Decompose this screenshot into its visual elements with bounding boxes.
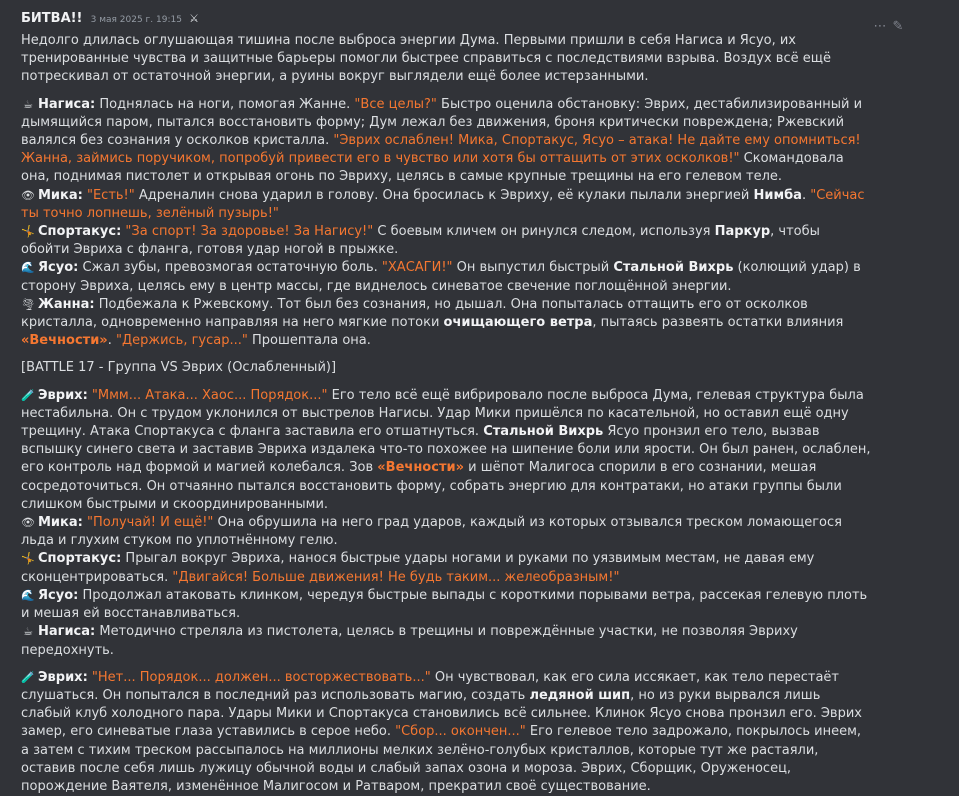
author-name[interactable]: БИТВА!!: [21, 11, 83, 26]
text: и шёпот Малигоса спорили в его сознании, мешая сосредоточиться. Он отчаянно пытался восстановить форму, собрать энергию для контратаки, но атаки группы были слишком быстрыми и скоординированными.: [21, 460, 842, 512]
message-toolbar: [871, 18, 911, 34]
timestamp[interactable]: 3 мая 2025 г. 19:15: [90, 15, 182, 25]
text: Его тело всё ещё вибрировало после выброса Дума, гелевая структура была нестабильна. Он с трудом уклонился от выстрелов Нагисы. Удар Мики пришёлся по касательной, но оставил ещё одну трещину. Атака Спортакуса с фланга заставила его отшатнуться.: [21, 387, 864, 440]
text: Сжал зубы, превозмогая остаточную боль.: [78, 260, 382, 276]
intro-paragraph: Недолго длилась оглушающая тишина после выброса энергии Дума. Первыми пришли в себя Нагиса и Ясуо, их тренированные чувства и защитные барьеры помогли быстрее справиться с последствиями взрыва. Воздух всё ещё потрескивал от остаточной энергии, а руины вокруг выглядели ещё более истерзанными.: [21, 33, 831, 85]
text: Быстро оценила обстановку: Эврих, дестабилизированный и дымящийся паром, пытался восстановить форму; Дум лежал без движения, броня критически повреждена; Ржевский валялся без сознания у осколков кристалла.: [21, 96, 863, 149]
text: Прыгал вокруг Эвриха, нанося быстрые удары ногами и руками по уязвимым местам, не давая ему сконцентрироваться.: [21, 551, 815, 585]
skill-name: Стальной Вихрь: [613, 260, 734, 276]
text: Она обрушила на него град ударов, каждый из которых отзывался треском ломающегося льда и глухим стуком по уплотнённому гелю.: [21, 515, 842, 549]
nagisa-line-2: [21, 623, 871, 659]
text: , чтобы обойти Эвриха с фланга, готовя удар ногой в прыжке.: [21, 224, 820, 258]
tornado-icon: 🌪: [21, 297, 35, 311]
quote: "Нет... Порядок... должен... восторжествовать...": [87, 669, 431, 685]
character-name: Эврих:: [38, 387, 88, 403]
acrobat-icon: 🤸: [21, 225, 35, 239]
quote: "Сейчас ты точно лопнешь, зелёный пузырь!": [21, 187, 865, 221]
character-name: Нагиса:: [38, 624, 96, 640]
character-name: Нагиса:: [38, 96, 96, 112]
character-name: Спортакус:: [38, 224, 122, 240]
more-options-icon[interactable]: ⋯: [873, 19, 887, 34]
quote: "Держись, гусар...": [115, 333, 248, 349]
text: Прошептала она.: [247, 333, 371, 349]
mika-line-1: [21, 187, 871, 223]
character-name: Мика:: [38, 515, 83, 531]
text: Продолжал атаковать клинком, чередуя быстрые выпады с короткими порывами ветра, рассекая гелевую плоть и мешая ей восстанавливаться.: [21, 587, 868, 622]
coffee-icon: ☕: [23, 625, 33, 639]
coffee-icon: ☕: [23, 97, 33, 111]
text: Поднялась на ноги, помогая Жанне.: [95, 96, 355, 112]
zhanna-line-1: [21, 296, 871, 351]
quote: "Получай! И ещё!": [82, 515, 214, 531]
quote: "Ммм... Атака... Хаос... Порядок...": [87, 387, 328, 403]
eye-icon: 👁: [21, 516, 35, 530]
text: , но из руки вырвался лишь слабый клуб холодного пара. Удары Мики и Спортакуса становились всё сильнее. Клинок Ясуо снова пронзил его. Эврих замер, его синеватые глаза уставились в серое небо.: [21, 687, 862, 740]
skill-name: Паркур: [714, 224, 771, 240]
wave-icon: 🌊: [21, 588, 35, 602]
acrobat-icon: 🤸: [21, 552, 35, 566]
text: Подбежала к Ржевскому. Тот был без сознания, но дышал. Она попыталась оттащить его от осколков кристалла, одновременно направляя на него мягкие потоки: [21, 296, 808, 331]
text: .: [801, 187, 811, 203]
yasuo-line-1: [21, 259, 871, 295]
skill-name: Нимба: [753, 187, 802, 203]
character-name: Спортакус:: [38, 551, 122, 567]
text: Методично стреляла из пистолета, целясь в трещины и повреждённые участки, не позволяя Эвриху передохнуть.: [21, 624, 798, 658]
text: Ясуо пронзил его тело, вызвав вспышку синего света и заставив Эвриха издалека что-то похожее на шипение боли или ярости. Он был ранен, ослаблен, его контроль над формой и магией колебался. Зов: [21, 424, 871, 476]
quote: "Все целы?": [354, 96, 437, 112]
mika-line-2: [21, 514, 871, 550]
text: (колющий удар) в сторону Эвриха, целясь ему в центр массы, где виднелось синеватое свечение поглощённой энергии.: [21, 260, 861, 294]
character-name: Жанна:: [38, 296, 95, 312]
sportakus-line-2: [21, 550, 871, 586]
potion-icon: 🧪: [21, 670, 35, 684]
text: Его гелевое тело задрожало, покрылось инеем, а затем с тихим треском рассыпалось на миллионы мелких зелёно-голубых кристаллов, которые тут же растаяли, оставив после себя лишь лужицу обычной воды и слабый запах озона и мороза. Эврих, Сборщик, Оруженосец, порождение Ваятеля, изменённое Малигосом и Ратваром, прекратил своё существование.: [21, 724, 862, 794]
skill-name: Стальной Вихрь: [483, 424, 604, 440]
sportakus-line-1: [21, 223, 871, 259]
evrih-line-2: [21, 669, 871, 796]
text: Скомандовала она, поднимая пистолет и открывая огонь по Эвриху, целясь в самые крупные трещины на его гелевом теле.: [21, 151, 844, 185]
text: .: [107, 333, 116, 349]
text: , пытаясь развеять остатки влияния: [592, 315, 844, 331]
battle-title: [BATTLE 17 - Группа VS Эврих (Ослабленный)]: [21, 360, 337, 376]
character-name: Мика:: [38, 187, 83, 203]
nagisa-line-1: [21, 96, 871, 187]
text: Он чувствовал, как его сила иссякает, как тело перестаёт слушаться. Он попытался в последний раз использовать магию, создать: [21, 669, 839, 703]
yasuo-line-2: [21, 587, 871, 623]
text: С боевым кличем он ринулся следом, используя: [373, 224, 715, 240]
eternity-term: «Вечности»: [21, 333, 108, 349]
quote: "Есть!": [82, 187, 135, 203]
edit-icon[interactable]: ✎: [892, 19, 904, 34]
quote: "ХАСАГИ!": [381, 260, 453, 276]
character-name: Ясуо:: [38, 260, 79, 276]
quote: "Сбор... окончен...": [395, 724, 526, 740]
potion-icon: 🧪: [21, 388, 35, 402]
character-name: Ясуо:: [38, 587, 79, 603]
skill-name: ледяной шип: [529, 687, 631, 703]
character-name: Эврих:: [38, 669, 88, 685]
eye-icon: 👁: [21, 188, 35, 202]
wave-icon: 🌊: [21, 261, 35, 275]
sword-icon: ⚔: [189, 12, 199, 25]
evrih-line-1: [21, 387, 871, 514]
skill-name: очищающего ветра: [443, 315, 593, 331]
eternity-term: «Вечности»: [377, 460, 464, 476]
text: Адреналин снова ударил в голову. Она бросилась к Эвриху, её кулаки пылали энергией: [134, 187, 754, 203]
quote: "Эврих ослаблен! Мика, Спортакус, Ясуо – атака! Не дайте ему опомниться! Жанна, займись поручиком, попробуй привести его в чувство или хотя бы оттащить от этих осколков!": [21, 133, 861, 167]
quote: "Двигайся! Больше движения! Не будь таким... желеобразным!": [172, 569, 620, 585]
quote: "За спорт! За здоровье! За Нагису!": [121, 224, 374, 240]
text: Он выпустил быстрый: [452, 260, 614, 276]
message-header: [21, 10, 904, 34]
message: [21, 10, 904, 796]
